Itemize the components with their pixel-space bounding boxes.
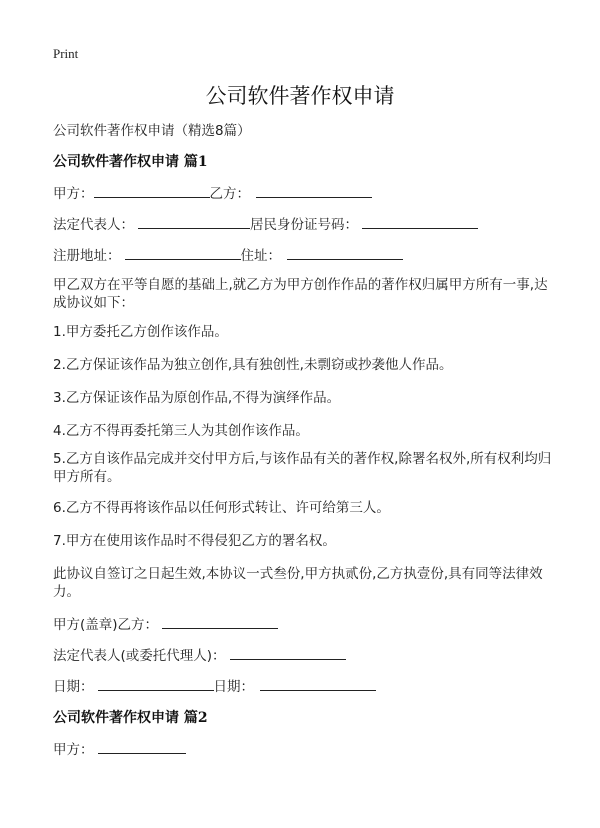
date-b-label: 日期： xyxy=(213,679,254,695)
section-2-party-row xyxy=(53,738,186,758)
section-1-heading: 公司软件著作权申请 篇1 xyxy=(53,154,208,170)
reg-address-label: 注册地址： xyxy=(53,248,121,264)
reg-address-blank xyxy=(125,247,241,260)
clause-4: 4.乙方不得再委托第三人为其创作该作品。 xyxy=(53,423,309,439)
legal-rep-agent-row xyxy=(53,644,346,664)
clause-5: 5.乙方自该作品完成并交付甲方后,与该作品有关的著作权,除署名权外,所有权利均归甲方所有。 xyxy=(53,451,552,485)
clause-7: 7.甲方在使用该作品时不得侵犯乙方的署名权。 xyxy=(53,533,336,549)
legal-rep-blank xyxy=(138,216,250,229)
legal-rep-agent-label: 法定代表人(或委托代理人)： xyxy=(53,648,226,664)
party-a-blank xyxy=(94,185,210,198)
party-b-label: 乙方： xyxy=(209,186,250,202)
section-2-party-a-label: 甲方： xyxy=(53,742,94,758)
closing-paragraph: 此协议自签订之日起生效,本协议一式叁份,甲方执贰份,乙方执壹份,具有同等法律效力。 xyxy=(53,566,543,600)
address-fields-row xyxy=(53,244,403,264)
clause-3: 3.乙方保证该作品为原创作品,不得为演绎作品。 xyxy=(53,390,341,406)
date-a-blank xyxy=(98,678,214,691)
clause-6: 6.乙方不得再将该作品以任何形式转让、许可给第三人。 xyxy=(53,500,390,516)
party-b-blank xyxy=(256,185,372,198)
id-number-blank xyxy=(362,216,478,229)
seal-row xyxy=(53,613,278,633)
date-b-blank xyxy=(260,678,376,691)
date-row xyxy=(53,675,376,695)
seal-blank xyxy=(162,616,278,629)
clause-1: 1.甲方委托乙方创作该作品。 xyxy=(53,324,228,340)
print-link[interactable]: Print xyxy=(53,46,79,61)
party-fields-row xyxy=(53,182,372,202)
section-2-party-a-blank xyxy=(98,741,186,754)
page-title: 公司软件著作权申请 xyxy=(205,84,395,108)
legal-rep-label: 法定代表人： xyxy=(53,217,134,233)
seal-label: 甲方(盖章)乙方： xyxy=(53,617,159,633)
id-number-label: 居民身份证号码： xyxy=(250,217,358,233)
address-label: 住址： xyxy=(240,248,281,264)
legal-rep-agent-blank xyxy=(230,647,346,660)
rep-fields-row xyxy=(53,213,478,233)
date-a-label: 日期： xyxy=(53,679,94,695)
party-a-label: 甲方： xyxy=(53,186,94,202)
address-blank xyxy=(287,247,403,260)
section-2-heading: 公司软件著作权申请 篇2 xyxy=(53,710,208,726)
clause-2: 2.乙方保证该作品为独立创作,具有独创性,未剽窃或抄袭他人作品。 xyxy=(53,357,453,373)
document-subtitle: 公司软件著作权申请（精选8篇） xyxy=(53,123,251,139)
intro-paragraph: 甲乙双方在平等自愿的基础上,就乙方为甲方创作作品的著作权归属甲方所有一事,达成协议如下： xyxy=(53,277,548,311)
